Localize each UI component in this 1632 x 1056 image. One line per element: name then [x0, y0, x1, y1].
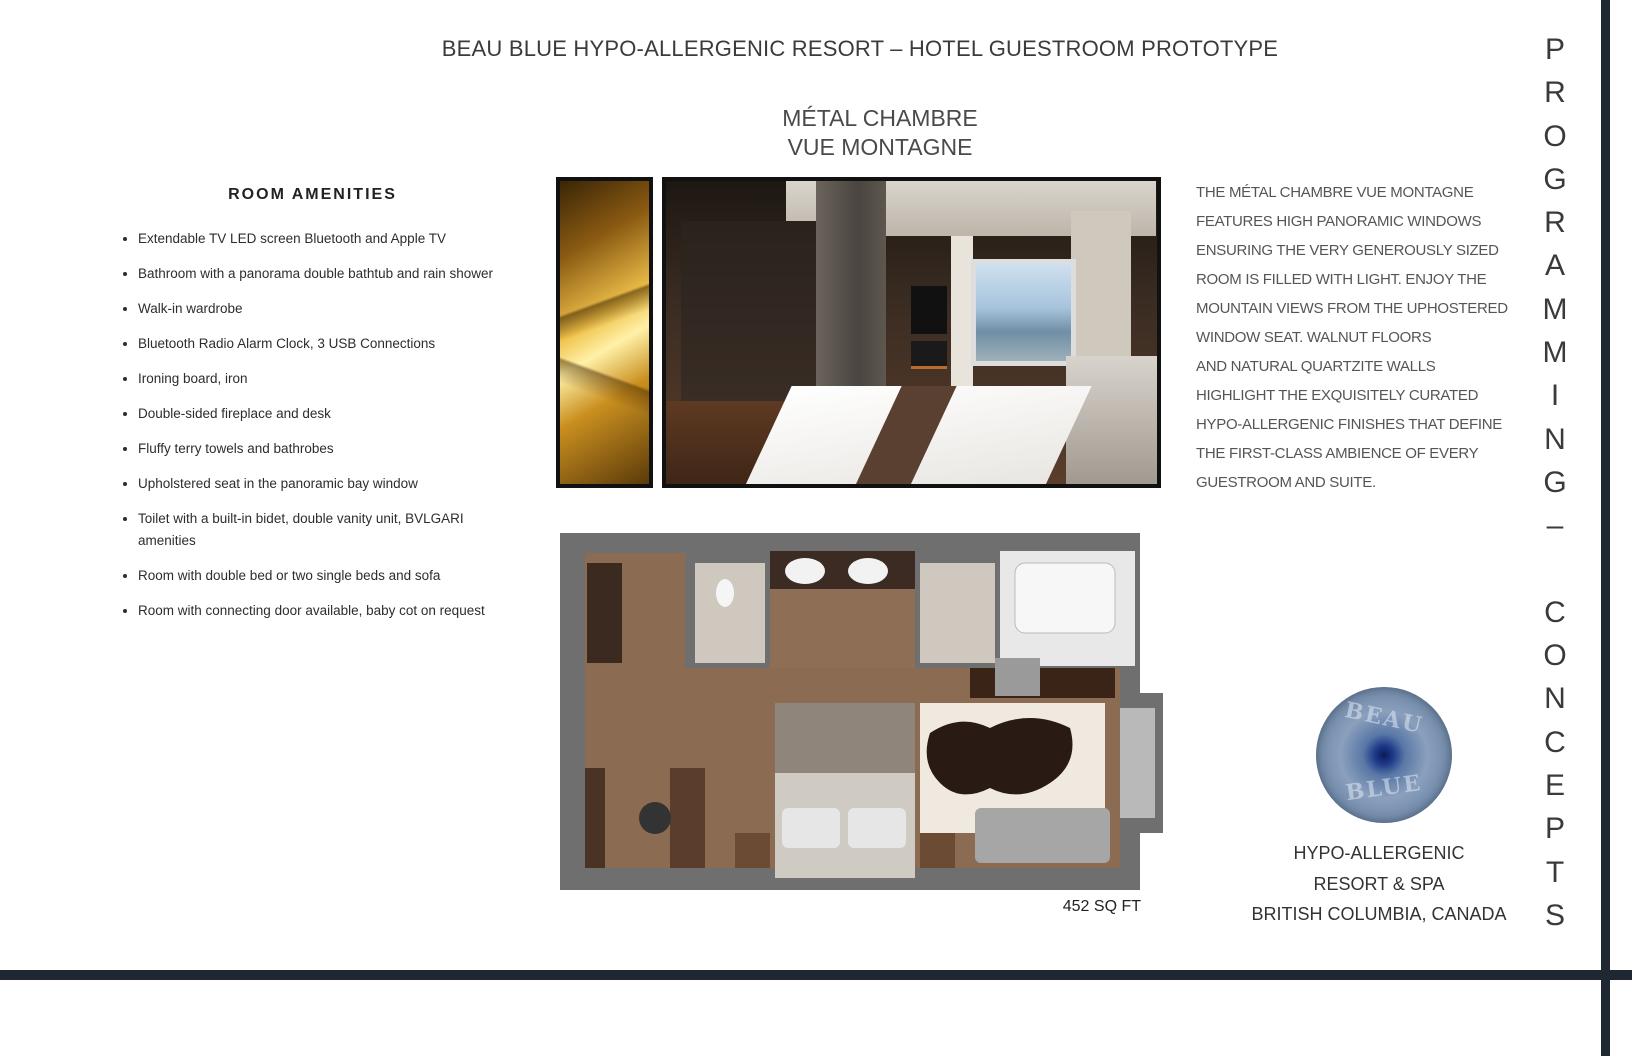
room-name-line1: MÉTAL CHAMBRE — [782, 105, 978, 131]
description-line: ROOM IS FILLED WITH LIGHT. ENJOY THE — [1196, 271, 1487, 288]
photo-curtain — [951, 236, 973, 411]
side-banner-letter: C — [1544, 725, 1566, 759]
location-line: HYPO-ALLERGENIC — [1293, 843, 1465, 863]
amenity-item: • Ironing board, iron — [138, 368, 508, 390]
gold-bars-photo — [556, 177, 653, 488]
plan-nightstand — [920, 833, 955, 868]
amenity-item: • Room with connecting door available, baby cot on request — [138, 600, 508, 622]
description-line: HIGHLIGHT THE EXQUISITELY CURATED — [1196, 387, 1479, 404]
side-banner-letter: I — [1550, 379, 1560, 413]
logo-text-top: BEAU — [1342, 697, 1426, 739]
side-banner-letter: O — [1543, 639, 1567, 673]
plan-desk-chair — [639, 802, 671, 834]
plan-fireplace — [995, 658, 1040, 696]
plan-shower — [920, 563, 995, 663]
plan-toilet-room — [695, 563, 765, 663]
side-banner-letter: – — [1546, 509, 1564, 543]
amenity-item: • Bluetooth Radio Alarm Clock, 3 USB Connections — [138, 333, 508, 355]
side-banner-letter: N — [1544, 422, 1566, 456]
side-banner-letter: T — [1545, 855, 1565, 889]
plan-bathtub — [1015, 563, 1115, 633]
room-name — [780, 104, 980, 162]
description-line: MOUNTAIN VIEWS FROM THE UPHOSTERED — [1196, 300, 1508, 317]
description-line: HYPO-ALLERGENIC FINISHES THAT DEFINE — [1196, 416, 1502, 433]
photo-sofa — [1066, 356, 1161, 488]
side-banner-letter: R — [1544, 206, 1566, 240]
bottom-frame-bar — [0, 970, 1632, 980]
side-banner-letter: P — [1544, 812, 1565, 846]
amenity-item: • Toilet with a built-in bidet, double vanity unit, BVLGARI amenities — [138, 508, 508, 552]
guestroom-photo — [662, 177, 1161, 488]
photo-fireplace — [911, 341, 947, 369]
plan-desk — [670, 768, 705, 868]
side-banner — [1530, 28, 1580, 937]
room-description — [1196, 178, 1536, 497]
side-banner-letter: G — [1543, 465, 1567, 499]
side-banner-letter: C — [1544, 595, 1566, 629]
logo-text-bottom: BLUE — [1344, 769, 1424, 807]
amenity-item: • Upholstered seat in the panoramic bay window — [138, 473, 508, 495]
page-title: BEAU BLUE HYPO-ALLERGENIC RESORT – HOTEL GUESTROOM PROTOTYPE — [441, 36, 1279, 61]
amenity-item: • Extendable TV LED screen Bluetooth and Apple TV — [138, 228, 508, 250]
plan-sink — [848, 558, 888, 584]
plan-toilet — [716, 579, 734, 607]
side-banner-letter: M — [1542, 292, 1568, 326]
plan-bay-window — [1120, 708, 1155, 818]
beau-blue-logo — [1316, 687, 1452, 823]
side-banner-letter — [1530, 548, 1580, 591]
description-line: THE FIRST-CLASS AMBIENCE OF EVERY — [1196, 445, 1479, 462]
plan-entry-cabinet — [585, 768, 605, 868]
side-banner-letter: A — [1544, 249, 1565, 283]
plan-pillow — [848, 808, 906, 848]
amenities-heading: ROOM AMENITIES — [228, 186, 397, 203]
floor-plan — [560, 533, 1163, 890]
description-line: THE MÉTAL CHAMBRE VUE MONTAGNE — [1196, 184, 1474, 201]
location-block — [1238, 838, 1520, 930]
amenity-item: • Fluffy terry towels and bathrobes — [138, 438, 508, 460]
side-banner-letter: P — [1544, 33, 1565, 66]
description-line: GUESTROOM AND SUITE. — [1196, 474, 1376, 491]
description-line: WINDOW SEAT. WALNUT FLOORS — [1196, 329, 1432, 346]
plan-wardrobe — [587, 563, 622, 663]
plan-pillow — [782, 808, 840, 848]
room-area: 452 SQ FT — [1062, 898, 1141, 915]
side-banner-letter: N — [1544, 682, 1566, 716]
description-line: AND NATURAL QUARTZITE WALLS — [1196, 358, 1436, 375]
plan-sofa — [975, 808, 1110, 863]
description-line: FEATURES HIGH PANORAMIC WINDOWS — [1196, 213, 1482, 230]
photo-mountain-window — [971, 259, 1076, 366]
photo-stone-wall — [816, 181, 886, 411]
room-name-line2: VUE MONTAGNE — [787, 134, 973, 160]
right-frame-bar — [1601, 0, 1610, 1056]
side-banner-letter: E — [1544, 769, 1565, 803]
photo-tv — [911, 286, 947, 334]
plan-bed-throw — [775, 703, 915, 773]
side-banner-letter: S — [1544, 898, 1565, 932]
amenity-item: • Bathroom with a panorama double bathtub and rain shower — [138, 263, 508, 285]
location-line: RESORT & SPA — [1313, 873, 1445, 894]
plan-fireplace-wall — [970, 668, 1115, 698]
amenities-list — [117, 228, 508, 635]
location-line: BRITISH COLUMBIA, CANADA — [1251, 904, 1507, 924]
amenity-item: • Walk-in wardrobe — [138, 298, 508, 320]
side-banner-letter: R — [1544, 76, 1566, 110]
side-banner-letter: G — [1543, 162, 1567, 196]
description-line: ENSURING THE VERY GENEROUSLY SIZED — [1196, 242, 1499, 259]
plan-nightstand — [735, 833, 770, 868]
side-banner-letter: M — [1542, 336, 1568, 370]
plan-sink — [785, 558, 825, 584]
side-banner-letter: O — [1543, 119, 1567, 153]
amenity-item: • Room with double bed or two single beds and sofa — [138, 565, 508, 587]
amenity-item: • Double-sided fireplace and desk — [138, 403, 508, 425]
